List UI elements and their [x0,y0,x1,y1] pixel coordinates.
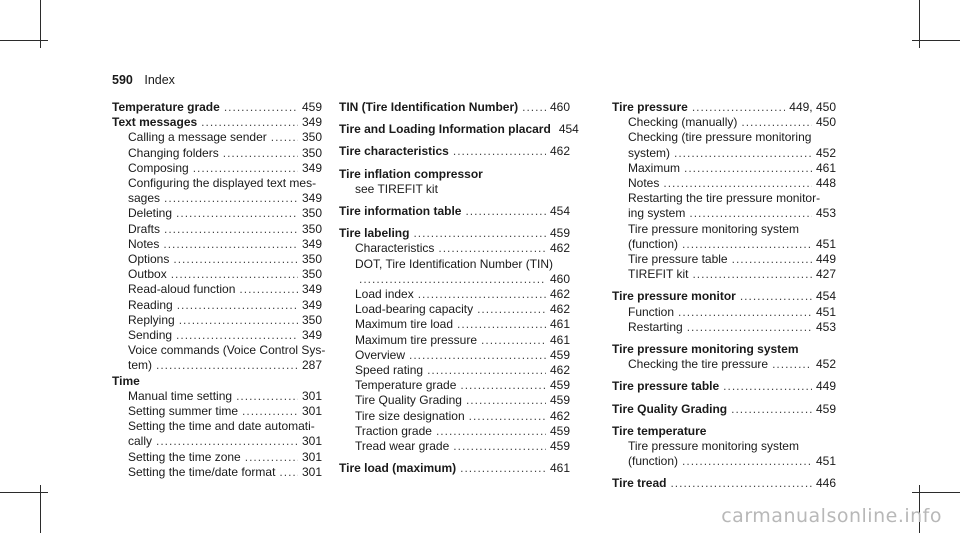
subentry-label: Options [128,252,170,267]
index-subentry [112,206,322,221]
page-ref[interactable]: 448 [815,176,836,191]
subentry-label: Temperature grade [355,378,457,393]
index-entry [339,167,570,197]
index-entry-label: TIN (Tire Identification Number) [339,100,519,114]
index-entry [612,342,836,372]
index-entry-label: Tire temperature [612,423,707,438]
subentry-label: Setting the time zone [128,449,241,464]
index-subentry [112,465,322,480]
subentry-label: (function) [628,236,679,251]
subentry-label: Tire pressure monitoring system [628,221,799,236]
page-header [112,73,175,87]
subentry-label: Tire Quality Grading [355,393,462,408]
page-ref[interactable]: 461 [815,160,836,175]
index-entry-line [339,100,570,115]
index-entry-line [612,402,836,417]
index-entry [339,226,570,454]
subentry-label: Maximum [628,160,681,175]
page-ref[interactable]: 451 [815,304,836,319]
subentry-label: Maximum tire pressure [355,332,478,347]
index-subentry [612,222,836,237]
index-entry [339,144,570,159]
page-ref[interactable]: 350 [301,221,322,236]
leader-dots [193,161,298,176]
index-subentry [339,182,570,197]
page-ref[interactable]: 350 [301,312,322,327]
index-subentry [339,333,570,348]
leader-dots [457,317,546,332]
subentry-label: system) [628,145,670,160]
index-subentry [112,282,322,297]
leader-dots [176,328,298,343]
subentry-label: Composing [128,160,189,175]
leader-dots [163,237,298,252]
page-ref[interactable]: 460 [549,100,570,114]
leader-dots [156,434,298,449]
page-ref[interactable]: 459 [549,378,570,393]
page-ref[interactable]: 301 [301,464,322,479]
leader-dots [732,252,812,267]
leader-dots [176,206,298,221]
index-subentry [339,287,570,302]
page-ref[interactable]: 449 [815,379,836,394]
index-subentry [339,257,570,272]
subentry-label: Calling a message sender [128,130,267,145]
index-entry-line [612,289,836,304]
subentry-label: Outbox [128,267,167,282]
page-ref[interactable]: 462 [549,144,570,159]
page-ref[interactable]: 461 [549,461,570,476]
page-ref[interactable]: 349 [301,328,322,343]
subentry-label: Speed rating [355,363,424,378]
page-ref[interactable]: 449, 450 [789,100,836,114]
subentry-label: Characteristics [355,241,435,256]
page-ref[interactable]: 350 [301,206,322,221]
leader-dots [731,402,812,417]
leader-dots [670,476,812,491]
subentry-label: Load index [355,287,414,302]
index-entry-label: Tire information table [339,204,462,219]
index-subentry [612,320,836,335]
leader-dots [427,363,546,378]
page-ref[interactable]: 461 [549,332,570,347]
leader-dots [460,461,546,476]
leader-dots [723,379,812,394]
leader-dots [171,267,298,282]
index-subentry [112,328,322,343]
leader-dots [682,454,812,469]
index-entry-label: Tire labeling [339,226,410,241]
page-ref[interactable]: 349 [301,115,322,130]
leader-dots [682,237,812,252]
index-column-3 [612,100,836,492]
subentry-label: Traction grade [355,423,432,438]
page-ref[interactable]: 301 [301,404,322,419]
page-ref[interactable]: 462 [549,287,570,302]
index-entry-line [612,476,836,491]
subentry-label: Tire pressure table [628,252,728,267]
subentry-label: Configuring the displayed text mes- [128,176,317,191]
index-subentry [112,191,322,206]
leader-dots [674,146,812,161]
index-entry [612,289,836,335]
subentry-label: ing system [628,206,686,221]
page-ref[interactable]: 349 [301,236,322,251]
index-subentry [112,130,322,145]
index-subentry [612,191,836,206]
index-entry-label: Tire pressure monitor [612,289,736,304]
page-ref[interactable]: 462 [549,363,570,378]
index-subentry [112,358,322,373]
page-ref[interactable]: 454 [815,289,836,304]
index-subentry [612,206,836,221]
leader-dots [663,176,812,191]
page-ref[interactable]: 350 [301,145,322,160]
crop-mark [0,40,48,41]
page-ref[interactable]: 446 [815,476,836,491]
crop-mark [912,40,960,41]
leader-dots [469,409,546,424]
index-entry-label: Tire characteristics [339,144,449,159]
leader-dots [418,287,546,302]
page-ref[interactable]: 450 [815,115,836,130]
index-subentry [612,176,836,191]
leader-dots [453,439,546,454]
index-subentry [112,222,322,237]
index-subentry [339,363,570,378]
subentry-label: Drafts [128,221,161,236]
page-ref[interactable]: 451 [815,454,836,469]
leader-dots [481,333,546,348]
subentry-label: Tread wear grade [355,439,450,454]
page-ref[interactable]: 349 [301,160,322,175]
leader-dots [740,289,812,304]
index-entry [612,100,836,282]
leader-dots [453,144,546,159]
page-ref[interactable]: 459 [549,393,570,408]
leader-dots [692,100,785,115]
page-number: 590 [112,73,133,87]
index-subentry [612,237,836,252]
leader-dots [678,305,812,320]
index-subentry [112,434,322,449]
subentry-label: Tire pressure monitoring system [628,439,799,454]
subentry-label: Changing folders [128,145,219,160]
index-subentry [339,272,570,287]
index-subentry [339,409,570,424]
leader-dots [460,378,546,393]
index-subentry [112,237,322,252]
index-subentry [112,176,322,191]
leader-dots [245,450,298,465]
leader-dots [522,100,546,115]
index-entry-label: Tire Quality Grading [612,401,728,416]
page-ref[interactable]: 459 [549,347,570,362]
page-ref[interactable]: 459 [549,226,570,241]
index-entry-line [612,342,836,357]
leader-dots [689,206,812,221]
index-subentry [612,130,836,145]
index-entry [612,379,836,394]
subentry-label: Manual time setting [128,388,233,403]
page-ref[interactable]: 349 [301,191,322,206]
watermark: carmanualsonline.info [721,505,942,527]
leader-dots [236,389,298,404]
subentry-label: (function) [628,454,679,469]
leader-dots [692,267,812,282]
index-entry [112,100,322,115]
index-subentry [339,424,570,439]
page-ref[interactable]: 453 [815,319,836,334]
subentry-label: Reading [128,297,173,312]
index-entry [339,204,570,219]
leader-dots [684,161,812,176]
index-subentry [339,439,570,454]
page-ref[interactable]: 459 [549,439,570,454]
leader-dots [741,115,812,130]
subentry-label: cally [128,434,153,449]
index-entry-line [112,374,322,389]
index-subentry [339,393,570,408]
page-ref[interactable]: 349 [301,282,322,297]
index-subentry [339,317,570,332]
index-entry-line [339,167,570,182]
subentry-label: DOT, Tire Identification Number (TIN) [355,256,554,271]
index-subentry [112,146,322,161]
subentry-label: Overview [355,347,406,362]
index-entry [339,100,570,115]
page-ref[interactable]: 454 [549,204,570,219]
index-subentry [112,267,322,282]
page-ref[interactable]: 459 [549,423,570,438]
page-ref[interactable]: 454 [558,122,579,137]
leader-dots [359,272,546,287]
index-subentry [112,419,322,434]
subentry-label: Checking (manually) [628,115,738,130]
subentry-label: Deleting [128,206,173,221]
leader-dots [466,393,546,408]
index-entry-label: Time [112,373,140,388]
page-ref[interactable]: 449 [815,252,836,267]
leader-dots [223,146,298,161]
subentry-label: Checking (tire pressure monitoring [628,130,812,145]
leader-dots [271,130,298,145]
subentry-label: Restarting [628,319,683,334]
index-subentry [339,378,570,393]
index-subentry [612,454,836,469]
crop-mark [0,492,48,493]
index-entry-line [612,100,836,115]
leader-dots [409,348,546,363]
index-entry-label: Tire pressure monitoring system [612,342,799,357]
index-subentry [339,302,570,317]
index-entry [612,402,836,417]
leader-dots [687,320,812,335]
page-ref[interactable]: 460 [549,271,570,286]
index-entry-label: Temperature grade [112,100,220,114]
page-ref[interactable]: 462 [549,241,570,256]
index-subentry [112,343,326,358]
index-entry [612,424,836,470]
index-subentry [112,161,322,176]
page-ref[interactable]: 301 [301,434,322,449]
index-entry-label: Tire inflation compressor [339,166,483,181]
leader-dots [239,282,298,297]
index-subentry [612,161,836,176]
leader-dots [177,298,298,313]
page-ref[interactable]: 459 [815,401,836,416]
leader-dots [173,252,298,267]
subentry-label: Function [628,304,675,319]
subentry-label: see TIREFIT kit [355,181,438,196]
index-subentry [339,241,570,256]
page-ref[interactable]: 301 [301,449,322,464]
page-ref[interactable]: 459 [301,100,322,114]
leader-dots [477,302,546,317]
index-subentry [612,267,836,282]
page-ref[interactable]: 350 [301,130,322,145]
index-entry [112,374,322,480]
index-subentry [612,305,836,320]
subentry-label: Notes [628,176,660,191]
index-entry-line [339,204,570,219]
page-ref[interactable]: 350 [301,267,322,282]
leader-dots [279,465,298,480]
index-entry-label: Tire and Loading Information placard [339,122,551,137]
index-subentry [112,404,322,419]
subentry-label: Setting the time and date automati- [128,419,315,434]
index-entry-line [612,424,836,439]
page-ref[interactable]: 301 [301,388,322,403]
index-subentry [112,450,322,465]
leader-dots [179,313,298,328]
page-ref[interactable]: 462 [549,408,570,423]
subentry-label: TIREFIT kit [628,267,689,282]
subentry-label: Setting summer time [128,404,239,419]
index-subentry [612,357,836,372]
index-entry-label: Text messages [112,115,198,130]
page-ref[interactable]: 452 [815,145,836,160]
subentry-label: Sending [128,328,173,343]
page-ref[interactable]: 287 [301,358,322,373]
index-subentry [112,389,322,404]
index-subentry [339,348,570,363]
index-entry-line [612,379,836,394]
index-entry-label: Tire tread [612,476,667,491]
index-column-1 [112,100,326,480]
page-ref[interactable]: 452 [815,357,836,372]
index-entry [612,476,836,491]
page-ref[interactable]: 349 [301,297,322,312]
index-subentry [612,115,836,130]
leader-dots [413,226,546,241]
index-entry-line [339,226,570,241]
index-entry-line [112,100,322,115]
subentry-label: Setting the time/date format [128,464,276,479]
leader-dots [164,222,298,237]
subentry-label: sages [128,191,161,206]
index-subentry [612,439,836,454]
page-ref[interactable]: 350 [301,252,322,267]
subentry-label: tem) [128,358,152,373]
leader-dots [224,100,298,115]
subentry-label: Maximum tire load [355,317,454,332]
leader-dots [242,404,298,419]
index-entry [339,122,579,137]
subentry-label: Tire size designation [355,408,465,423]
leader-dots [201,115,298,130]
index-entry-line [112,115,322,130]
page-ref[interactable]: 451 [815,236,836,251]
index-entry-line [339,461,570,476]
subentry-label: Checking the tire pressure [628,357,769,372]
subentry-label: Read-aloud function [128,282,236,297]
page-ref[interactable]: 462 [549,302,570,317]
subentry-label: Replying [128,312,175,327]
leader-dots [465,204,546,219]
leader-dots [438,241,546,256]
index-subentry [112,252,322,267]
index-entry [339,461,570,476]
index-subentry [112,313,322,328]
index-entry-line [339,144,570,159]
subentry-label: Load-bearing capacity [355,302,474,317]
index-subentry [612,252,836,267]
leader-dots [156,358,298,373]
page-ref[interactable]: 453 [815,206,836,221]
leader-dots [164,191,298,206]
index-subentry [112,298,322,313]
index-entry-label: Tire load (maximum) [339,461,457,476]
index-entry [112,115,326,373]
index-entry-line [339,122,579,137]
page-ref[interactable]: 427 [815,267,836,282]
subentry-label: Restarting the tire pressure monitor- [628,191,821,206]
page-ref[interactable]: 461 [549,317,570,332]
subentry-label: Voice commands (Voice Control Sys- [128,343,326,358]
index-column-2 [339,100,579,476]
leader-dots [772,357,812,372]
section-title: Index [144,73,175,87]
index-entry-label: Tire pressure [612,100,688,114]
index-entry-label: Tire pressure table [612,379,720,394]
crop-mark [912,492,960,493]
leader-dots [436,424,546,439]
subentry-label: Notes [128,236,160,251]
index-subentry [612,146,836,161]
